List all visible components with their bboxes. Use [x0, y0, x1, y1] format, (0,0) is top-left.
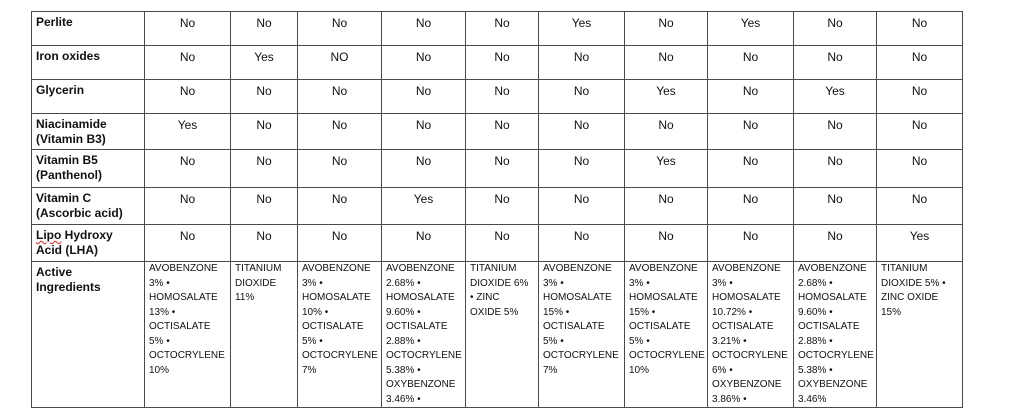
cell-value: Yes: [145, 114, 231, 150]
ingredient-line: 10.72% •: [712, 306, 753, 318]
cell-value: Yes: [708, 12, 794, 46]
ingredient-line: OCTOCRYLENE: [386, 350, 462, 361]
cell-value: No: [466, 80, 539, 114]
ingredient-line: 3.86% •: [712, 393, 747, 405]
active-ingredients-cell: [145, 262, 231, 408]
table-row: [32, 80, 963, 114]
row-label: Vitamin B5 (Panthenol): [32, 150, 145, 188]
cell-value: No: [877, 12, 963, 46]
ingredient-line: AVOBENZONE: [543, 263, 612, 274]
ingredient-line: OXYBENZONE: [712, 379, 782, 390]
cell-value: No: [794, 12, 877, 46]
ingredient-line: 15% •: [543, 306, 570, 318]
ingredient-line: 7%: [543, 364, 558, 376]
cell-value: No: [877, 46, 963, 80]
ingredient-line: 10% •: [302, 306, 329, 318]
ingredient-line: 3% •: [149, 277, 170, 289]
ingredient-line: OXIDE 5%: [470, 306, 519, 318]
cell-value: Yes: [877, 225, 963, 262]
ingredient-line: 5% •: [149, 335, 170, 347]
ingredient-line: OCTISALATE: [543, 321, 605, 332]
row-label: Glycerin: [32, 80, 145, 114]
row-label-part: Hydroxy Acid (LHA): [36, 228, 113, 257]
ingredient-line: 2.88% •: [386, 335, 421, 347]
cell-value: No: [794, 188, 877, 225]
ingredient-line: OCTOCRYLENE: [149, 350, 225, 361]
table-row: [32, 150, 963, 188]
ingredient-line: OCTOCRYLENE: [543, 350, 619, 361]
ingredient-line: TITANIUM: [881, 263, 928, 274]
row-label-part: Lipo: [36, 228, 62, 242]
cell-value: No: [231, 225, 298, 262]
active-ingredients-cell: [231, 262, 298, 408]
cell-value: No: [298, 150, 382, 188]
cell-value: NO: [298, 46, 382, 80]
cell-value: No: [298, 80, 382, 114]
ingredient-line: HOMOSALATE: [798, 292, 867, 303]
cell-value: No: [877, 150, 963, 188]
ingredient-line: 3% •: [629, 277, 650, 289]
ingredient-line: AVOBENZONE: [798, 263, 867, 274]
cell-value: No: [231, 12, 298, 46]
row-label: Perlite: [32, 12, 145, 46]
ingredient-line: 7%: [302, 364, 317, 376]
cell-value: No: [382, 80, 466, 114]
cell-value: No: [539, 150, 625, 188]
ingredient-line: 5% •: [302, 335, 323, 347]
ingredient-line: 3.46% •: [386, 393, 421, 405]
ingredient-line: AVOBENZONE: [302, 263, 371, 274]
ingredient-line: OCTISALATE: [302, 321, 364, 332]
cell-value: No: [145, 46, 231, 80]
table-row: [32, 188, 963, 225]
ingredient-comparison-table: [31, 11, 963, 408]
cell-value: No: [466, 188, 539, 225]
cell-value: No: [794, 150, 877, 188]
ingredient-line: TITANIUM: [470, 263, 517, 274]
ingredient-line: 5.38% •: [386, 364, 421, 376]
cell-value: No: [298, 12, 382, 46]
ingredient-line: 5% •: [629, 335, 650, 347]
ingredient-line: 11%: [235, 292, 255, 303]
cell-value: No: [625, 12, 708, 46]
cell-value: No: [145, 12, 231, 46]
cell-value: No: [145, 80, 231, 114]
ingredient-line: OCTISALATE: [712, 321, 774, 332]
cell-value: No: [877, 80, 963, 114]
active-ingredients-cell: [708, 262, 794, 408]
row-label: [32, 225, 145, 262]
ingredient-line: 2.68% •: [386, 277, 421, 289]
cell-value: No: [231, 80, 298, 114]
table-row: [32, 114, 963, 150]
cell-value: Yes: [625, 150, 708, 188]
cell-value: No: [466, 12, 539, 46]
cell-value: No: [298, 114, 382, 150]
cell-value: No: [539, 188, 625, 225]
cell-value: No: [708, 150, 794, 188]
cell-value: No: [708, 188, 794, 225]
ingredient-line: OCTOCRYLENE: [302, 350, 378, 361]
ingredient-line: 2.88% •: [798, 335, 833, 347]
ingredient-line: OCTISALATE: [386, 321, 448, 332]
ingredient-line: HOMOSALATE: [629, 292, 698, 303]
table-row: [32, 225, 963, 262]
ingredient-line: DIOXIDE 5% •: [881, 277, 946, 289]
ingredient-line: OXYBENZONE: [386, 379, 456, 390]
cell-value: No: [145, 225, 231, 262]
ingredient-line: • ZINC: [470, 292, 500, 303]
ingredient-line: ZINC OXIDE: [881, 292, 939, 303]
cell-value: Yes: [539, 12, 625, 46]
cell-value: No: [145, 188, 231, 225]
cell-value: No: [708, 225, 794, 262]
ingredient-line: 5.38% •: [798, 364, 833, 376]
cell-value: No: [794, 114, 877, 150]
ingredient-line: TITANIUM: [235, 263, 282, 274]
active-ingredients-cell: [539, 262, 625, 408]
active-ingredients-cell: [794, 262, 877, 408]
ingredient-line: 3.21% •: [712, 335, 747, 347]
ingredient-line: OCTISALATE: [798, 321, 860, 332]
ingredient-line: 15% •: [629, 306, 656, 318]
cell-value: No: [382, 114, 466, 150]
ingredient-line: HOMOSALATE: [149, 292, 218, 303]
cell-value: No: [382, 225, 466, 262]
cell-value: No: [382, 46, 466, 80]
ingredient-line: 3.46%: [798, 393, 827, 405]
ingredient-line: 5% •: [543, 335, 564, 347]
ingredient-line: DIOXIDE: [235, 277, 277, 289]
cell-value: No: [298, 225, 382, 262]
ingredient-line: 6% •: [712, 364, 733, 376]
ingredient-line: 3% •: [712, 277, 733, 289]
cell-value: No: [466, 114, 539, 150]
cell-value: No: [877, 188, 963, 225]
cell-value: No: [231, 188, 298, 225]
cell-value: No: [877, 114, 963, 150]
cell-value: No: [708, 46, 794, 80]
cell-value: No: [625, 188, 708, 225]
ingredient-line: HOMOSALATE: [712, 292, 781, 303]
table-row: [32, 262, 963, 408]
active-ingredients-cell: [625, 262, 708, 408]
row-label: Vitamin C (Ascorbic acid): [32, 188, 145, 225]
ingredient-line: AVOBENZONE: [149, 263, 218, 274]
active-ingredients-cell: [877, 262, 963, 408]
ingredient-line: OCTOCRYLENE: [798, 350, 874, 361]
cell-value: Yes: [231, 46, 298, 80]
ingredient-line: 2.68% •: [798, 277, 833, 289]
ingredient-line: HOMOSALATE: [386, 292, 455, 303]
cell-value: No: [794, 46, 877, 80]
row-label: Niacinamide (Vitamin B3): [32, 114, 145, 150]
row-label: Iron oxides: [32, 46, 145, 80]
cell-value: No: [539, 114, 625, 150]
cell-value: No: [231, 114, 298, 150]
ingredient-line: 9.60% •: [386, 306, 421, 318]
cell-value: No: [145, 150, 231, 188]
cell-value: No: [382, 150, 466, 188]
row-label: Active Ingredients: [32, 262, 145, 408]
cell-value: Yes: [382, 188, 466, 225]
cell-value: No: [539, 46, 625, 80]
cell-value: No: [382, 12, 466, 46]
active-ingredients-cell: [298, 262, 382, 408]
ingredient-line: DIOXIDE 6%: [470, 277, 529, 289]
ingredient-line: 10%: [629, 364, 650, 376]
cell-value: No: [466, 150, 539, 188]
ingredient-line: OXYBENZONE: [798, 379, 868, 390]
ingredient-line: AVOBENZONE: [629, 263, 698, 274]
cell-value: No: [539, 80, 625, 114]
cell-value: No: [625, 114, 708, 150]
ingredient-line: 10%: [149, 364, 170, 376]
cell-value: No: [466, 225, 539, 262]
active-ingredients-cell: [382, 262, 466, 408]
ingredient-line: OCTOCRYLENE: [712, 350, 788, 361]
table-body: [32, 12, 963, 408]
cell-value: Yes: [625, 80, 708, 114]
ingredient-line: AVOBENZONE: [386, 263, 455, 274]
ingredient-line: OCTISALATE: [149, 321, 211, 332]
cell-value: No: [708, 114, 794, 150]
ingredient-line: AVOBENZONE: [712, 263, 781, 274]
ingredient-line: HOMOSALATE: [302, 292, 371, 303]
cell-value: No: [625, 46, 708, 80]
ingredient-line: 3% •: [302, 277, 323, 289]
active-ingredients-cell: [466, 262, 539, 408]
table-row: [32, 12, 963, 46]
table-row: [32, 46, 963, 80]
cell-value: No: [539, 225, 625, 262]
ingredient-line: 13% •: [149, 306, 176, 318]
ingredient-line: 15%: [881, 306, 902, 318]
cell-value: No: [708, 80, 794, 114]
ingredient-line: OCTISALATE: [629, 321, 691, 332]
cell-value: No: [231, 150, 298, 188]
cell-value: No: [794, 225, 877, 262]
ingredient-line: 9.60% •: [798, 306, 833, 318]
ingredient-line: OCTOCRYLENE: [629, 350, 705, 361]
cell-value: Yes: [794, 80, 877, 114]
cell-value: No: [298, 188, 382, 225]
ingredient-line: HOMOSALATE: [543, 292, 612, 303]
cell-value: No: [466, 46, 539, 80]
cell-value: No: [625, 225, 708, 262]
ingredient-line: 3% •: [543, 277, 564, 289]
